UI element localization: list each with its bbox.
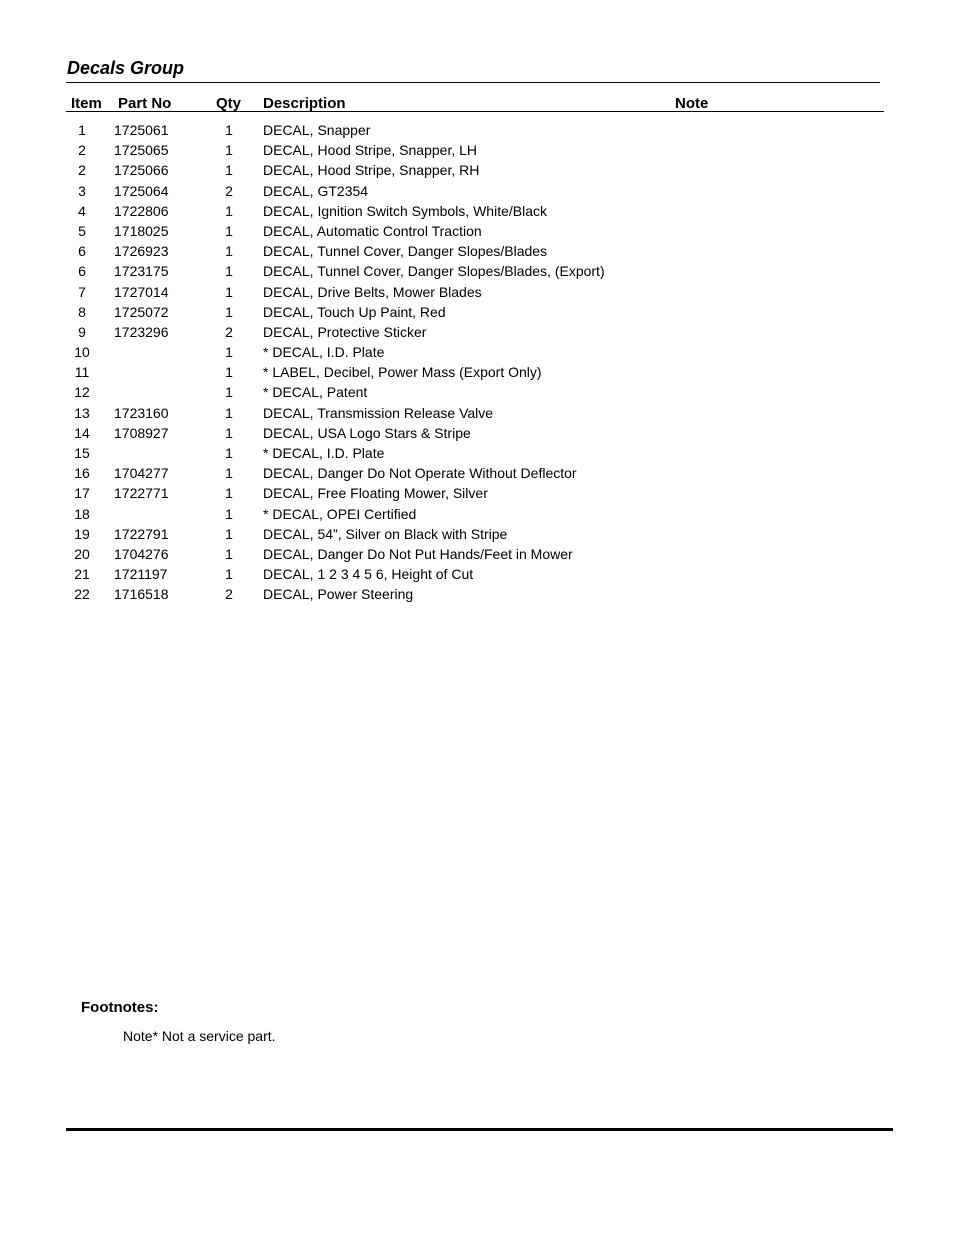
quantity-cell: 1 — [225, 344, 233, 361]
part-number-cell: 1718025 — [114, 222, 169, 239]
item-cell: 2 — [78, 162, 86, 179]
table-row — [0, 362, 954, 382]
quantity-cell: 1 — [225, 283, 233, 300]
item-cell: 14 — [74, 424, 90, 441]
part-number-cell: 1726923 — [114, 243, 169, 260]
quantity-cell: 1 — [225, 263, 233, 280]
part-number-cell: 1723175 — [114, 263, 169, 280]
column-header-part-no: Part No — [118, 95, 172, 112]
description-cell: * LABEL, Decibel, Power Mass (Export Only) — [263, 364, 542, 381]
table-row — [0, 181, 954, 201]
item-cell: 5 — [78, 222, 86, 239]
quantity-cell: 2 — [225, 182, 233, 199]
part-number-cell: 1708927 — [114, 424, 169, 441]
table-row — [0, 524, 954, 544]
item-cell: 4 — [78, 202, 86, 219]
description-cell: * DECAL, I.D. Plate — [263, 445, 385, 461]
item-cell: 3 — [78, 182, 86, 199]
item-cell: 12 — [74, 384, 90, 401]
page-title: Decals Group — [67, 58, 185, 78]
description-cell: DECAL, 54”, Silver on Black with Stripe — [263, 525, 508, 542]
table-row — [0, 382, 954, 402]
header-divider — [66, 111, 884, 112]
part-number-cell: 1722806 — [114, 202, 169, 219]
column-header-note: Note — [675, 95, 709, 112]
parts-table-body — [0, 120, 954, 605]
page-bottom-divider — [66, 1128, 893, 1131]
item-cell: 18 — [74, 505, 90, 522]
description-cell: * DECAL, OPEI Certified — [263, 505, 417, 522]
description-cell: DECAL, Tunnel Cover, Danger Slopes/Blades, (Export) — [263, 263, 605, 280]
quantity-cell: 1 — [225, 485, 233, 502]
item-cell: 22 — [74, 586, 90, 603]
quantity-cell: 2 — [225, 586, 233, 603]
quantity-cell: 1 — [225, 505, 233, 522]
part-number-cell: 1721197 — [114, 566, 168, 583]
part-number-cell: 1722791 — [114, 525, 169, 542]
quantity-cell: 1 — [225, 424, 233, 441]
description-cell: DECAL, Free Floating Mower, Silver — [263, 485, 488, 502]
item-cell: 2 — [78, 142, 86, 159]
table-row — [0, 403, 954, 423]
quantity-cell: 1 — [225, 445, 233, 461]
quantity-cell: 1 — [225, 243, 233, 260]
item-cell: 6 — [78, 243, 86, 260]
table-row — [0, 201, 954, 221]
table-row — [0, 322, 954, 342]
description-cell: DECAL, Protective Sticker — [263, 323, 427, 340]
part-number-cell: 1727014 — [114, 283, 169, 300]
description-cell: DECAL, USA Logo Stars & Stripe — [263, 424, 471, 441]
item-cell: 17 — [74, 485, 90, 502]
table-row — [0, 423, 954, 443]
description-cell: DECAL, 1 2 3 4 5 6, Height of Cut — [263, 566, 474, 583]
item-cell: 20 — [74, 545, 90, 562]
table-row — [0, 504, 954, 524]
item-cell: 16 — [74, 465, 90, 482]
part-number-cell: 1723160 — [114, 404, 169, 421]
item-cell: 11 — [74, 364, 90, 381]
table-row — [0, 302, 954, 322]
quantity-cell: 1 — [225, 303, 233, 320]
item-cell: 8 — [78, 303, 86, 320]
table-row — [0, 241, 954, 261]
table-row — [0, 463, 954, 483]
table-row — [0, 261, 954, 281]
footnotes-title: Footnotes: — [81, 999, 159, 1016]
quantity-cell: 1 — [225, 202, 233, 219]
item-cell: 9 — [78, 323, 86, 340]
description-cell: DECAL, Ignition Switch Symbols, White/Black — [263, 202, 547, 219]
description-cell: DECAL, Transmission Release Valve — [263, 404, 494, 421]
description-cell: DECAL, Danger Do Not Operate Without Deflector — [263, 465, 577, 482]
item-cell: 21 — [74, 566, 90, 583]
quantity-cell: 1 — [225, 122, 233, 138]
column-header-item: Item — [71, 95, 102, 112]
table-row — [0, 140, 954, 160]
item-cell: 15 — [74, 445, 90, 461]
table-row — [0, 584, 954, 604]
item-cell: 1 — [78, 122, 86, 138]
table-row — [0, 544, 954, 564]
quantity-cell: 1 — [225, 465, 233, 482]
item-cell: 10 — [74, 344, 90, 361]
quantity-cell: 1 — [225, 364, 233, 381]
part-number-cell: 1723296 — [114, 323, 169, 340]
quantity-cell: 1 — [225, 162, 233, 179]
part-number-cell: 1716518 — [114, 586, 169, 603]
part-number-cell: 1722771 — [114, 485, 169, 502]
description-cell: DECAL, GT2354 — [263, 182, 369, 199]
description-cell: DECAL, Power Steering — [263, 586, 414, 603]
quantity-cell: 1 — [225, 566, 233, 583]
quantity-cell: 1 — [225, 404, 233, 421]
description-cell: DECAL, Hood Stripe, Snapper, RH — [263, 162, 480, 179]
part-number-cell: 1725065 — [114, 142, 169, 159]
title-divider — [66, 82, 880, 83]
part-number-cell: 1725066 — [114, 162, 169, 179]
item-cell: 7 — [78, 283, 86, 300]
item-cell: 6 — [78, 263, 86, 280]
table-row — [0, 120, 954, 140]
column-header-qty: Qty — [216, 95, 242, 112]
table-row — [0, 221, 954, 241]
part-number-cell: 1725064 — [114, 182, 169, 199]
quantity-cell: 1 — [225, 142, 233, 159]
description-cell: DECAL, Drive Belts, Mower Blades — [263, 283, 482, 300]
quantity-cell: 2 — [225, 323, 233, 340]
description-cell: * DECAL, Patent — [263, 384, 368, 401]
item-cell: 19 — [74, 525, 90, 542]
description-cell: DECAL, Hood Stripe, Snapper, LH — [263, 142, 478, 159]
part-number-cell: 1704276 — [114, 545, 169, 562]
quantity-cell: 1 — [225, 525, 233, 542]
footnote-text: Note* Not a service part. — [123, 1028, 276, 1044]
table-row — [0, 564, 954, 584]
description-cell: DECAL, Automatic Control Traction — [263, 222, 482, 239]
item-cell: 13 — [74, 404, 90, 421]
part-number-cell: 1725061 — [114, 122, 169, 138]
table-row — [0, 342, 954, 362]
part-number-cell: 1725072 — [114, 303, 169, 320]
part-number-cell: 1704277 — [114, 465, 169, 482]
column-header-description: Description — [263, 95, 346, 112]
quantity-cell: 1 — [225, 384, 233, 401]
table-row — [0, 443, 954, 463]
description-cell: * DECAL, I.D. Plate — [263, 344, 385, 361]
description-cell: DECAL, Tunnel Cover, Danger Slopes/Blades — [263, 243, 548, 260]
table-row — [0, 160, 954, 180]
quantity-cell: 1 — [225, 545, 233, 562]
description-cell: DECAL, Touch Up Paint, Red — [263, 303, 446, 320]
table-row — [0, 483, 954, 503]
description-cell: DECAL, Snapper — [263, 122, 371, 138]
table-row — [0, 282, 954, 302]
quantity-cell: 1 — [225, 222, 233, 239]
description-cell: DECAL, Danger Do Not Put Hands/Feet in Mower — [263, 545, 573, 562]
